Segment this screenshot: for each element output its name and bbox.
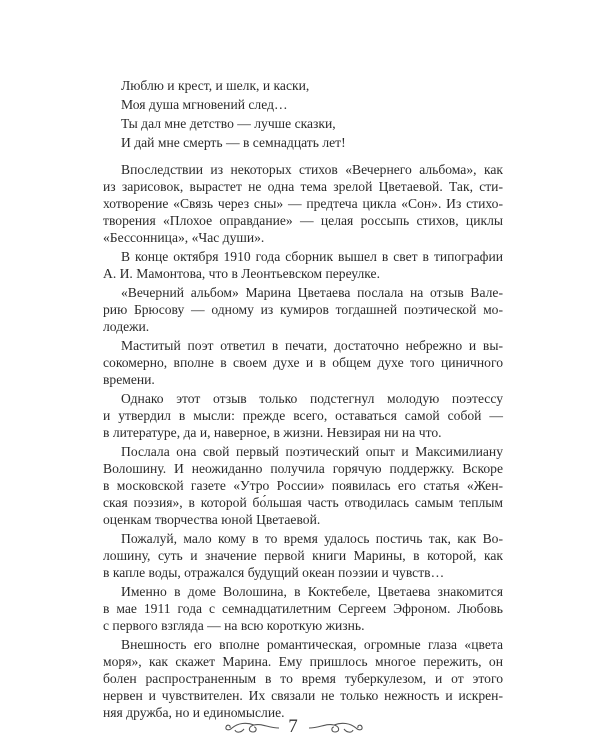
paragraph (103, 390, 503, 441)
text-line: «Бессонница», «Час души». (103, 230, 265, 245)
text-line: моря», как скажет Марина. Ему пришлось многое пережить, он (103, 654, 503, 669)
scroll-ornament-left-icon (224, 720, 280, 741)
paragraph (103, 530, 503, 581)
text-line: ская поэзия», в которой бо́льшая часть отводилась самым теплым (103, 495, 503, 510)
paragraph (103, 161, 503, 246)
text-line: Внешность его вполне романтическая, огромные глаза «цвета (121, 637, 503, 652)
paragraph (103, 443, 503, 528)
poem-stanza (121, 76, 501, 152)
text-line: болен распространенным в то время туберкулезом, и от этого (103, 671, 503, 686)
text-line: в капле воды, отражался будущий океан поэзии и чувств… (103, 565, 445, 580)
text-line: и утвердил в мысли: прежде всего, оставаться самой собой — (103, 408, 503, 423)
paragraph (103, 636, 503, 721)
text-line: Волошину. И неожиданно получила горячую поддержку. Вскоре (103, 461, 503, 476)
paragraph (103, 583, 503, 634)
text-line: Пожалуй, мало кому в то время удалось постичь так, как Во- (121, 531, 503, 546)
text-line: лодежи. (103, 319, 150, 334)
text-line: лошину, суть и значение первой книги Марины, в которой, как (103, 548, 503, 563)
text-line: Впоследствии из некоторых стихов «Вечернего альбома», как (121, 162, 503, 177)
text-line: нервен и чувствителен. Их связали не только нежность и искрен- (103, 688, 503, 703)
text-line: в мае 1911 года с семнадцатилетним Сергеем Эфроном. Любовь (103, 601, 503, 616)
text-line: В конце октября 1910 года сборник вышел в свет в типографии (121, 249, 503, 264)
paragraph (103, 248, 503, 282)
text-line: А. И. Мамонтова, что в Леонтьевском переулке. (103, 266, 380, 281)
text-line: с первого взгляда — на всю короткую жизнь. (103, 618, 365, 633)
text-line: няя дружба, но и единомыслие. (103, 705, 285, 720)
text-line: «Вечерний альбом» Марина Цветаева послала на отзыв Вале- (121, 285, 503, 300)
scroll-ornament-right-icon (308, 720, 364, 741)
text-line: рию Брюсову — одному из кумиров тогдашней поэтической мо- (103, 302, 503, 317)
text-line: Именно в доме Волошина, в Коктебеле, Цветаева знакомится (121, 584, 503, 599)
text-line: в литературе, да и, наверное, в жизни. Невзирая ни на что. (103, 425, 442, 440)
text-line: хотворение «Связь через сны» — предтеча цикла «Сон». Из стихо- (103, 196, 503, 211)
text-line: в московской газете «Утро России» появилась его статья «Жен- (103, 478, 503, 493)
text-line: времени. (103, 372, 155, 387)
poem-line: Моя душа мгновений след… (121, 97, 288, 112)
text-line: сокомерно, вполне в своем духе и в общем духе того циничного (103, 355, 503, 370)
paragraph (103, 337, 503, 388)
text-line: из зарисовок, вырастет не одна тема зрелой Цветаевой. Так, сти- (103, 179, 503, 194)
text-line: Послала она свой первый поэтический опыт и Максимилиану (121, 444, 503, 459)
text-line: оценкам творчества юной Цветаевой. (103, 512, 321, 527)
poem-line: Ты дал мне детство — лучше сказки, (121, 116, 336, 131)
text-line: творения «Плохое оправдание» — целая россыпь стихов, циклы (103, 213, 503, 228)
text-line: Однако этот отзыв только подстегнул молодую поэтессу (121, 391, 503, 406)
poem-line: Люблю и крест, и шелк, и каски, (121, 78, 310, 93)
text-line: Маститый поэт ответил в печати, достаточно небрежно и вы- (121, 338, 503, 353)
poem-line: И дай мне смерть — в семнадцать лет! (121, 135, 346, 150)
page-footer (0, 714, 600, 744)
body-text (103, 161, 503, 723)
page-number: 7 (288, 716, 298, 737)
paragraph (103, 284, 503, 335)
